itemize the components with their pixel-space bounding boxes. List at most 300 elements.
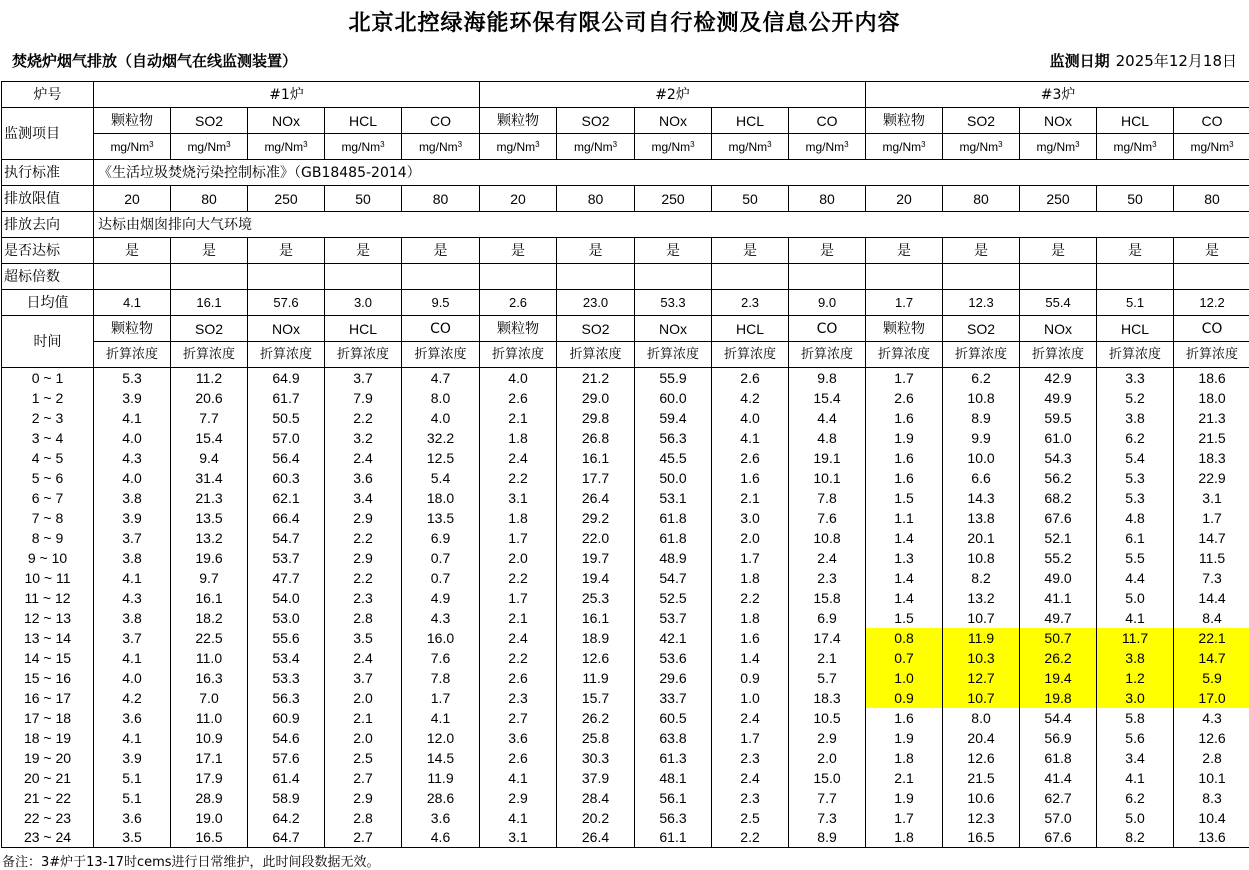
compliant-value: 是: [248, 238, 325, 264]
hour-value: 5.4: [402, 468, 480, 488]
hour-value: 10.1: [1174, 768, 1249, 788]
hour-value: 16.5: [943, 828, 1020, 848]
hour-value: 4.1: [1097, 608, 1174, 628]
hour-value: 10.8: [943, 548, 1020, 568]
pollutant-header: CO: [789, 108, 866, 134]
table-row: [2, 528, 1249, 548]
table-row: [2, 488, 1249, 508]
hour-value: 3.6: [480, 728, 557, 748]
hour-range: 19 ~ 20: [2, 748, 94, 768]
hour-value: 20.2: [557, 808, 635, 828]
hour-value: 1.7: [866, 808, 943, 828]
hour-value: 4.1: [712, 428, 789, 448]
hour-value: 18.0: [1174, 388, 1249, 408]
converted-label: 折算浓度: [866, 342, 943, 368]
hour-value: 48.1: [635, 768, 712, 788]
exceed-row: [2, 264, 1249, 290]
hour-value: 14.4: [1174, 588, 1249, 608]
hour-value: 3.0: [1097, 688, 1174, 708]
hour-range: 10 ~ 11: [2, 568, 94, 588]
hour-value: 47.7: [248, 568, 325, 588]
hour-value: 14.7: [1174, 648, 1249, 668]
hour-value: 11.0: [171, 708, 248, 728]
table-row: [2, 708, 1249, 728]
hour-value: 11.9: [557, 668, 635, 688]
hour-value: 53.7: [248, 548, 325, 568]
pollutant-header: CO: [1174, 316, 1249, 342]
pollutant-header: HCL: [1097, 316, 1174, 342]
hour-value: 3.8: [94, 548, 171, 568]
hour-value: 7.7: [171, 408, 248, 428]
hour-value: 48.9: [635, 548, 712, 568]
hour-value: 2.1: [480, 408, 557, 428]
hour-value: 2.1: [325, 708, 402, 728]
converted-label: 折算浓度: [635, 342, 712, 368]
hour-value: 49.0: [1020, 568, 1097, 588]
unit-cell: [1097, 134, 1174, 160]
hour-value: 1.6: [866, 708, 943, 728]
unit-cell: [248, 134, 325, 160]
daily-value: 1.7: [866, 290, 943, 316]
hour-value: 61.1: [635, 828, 712, 848]
table-row: [2, 808, 1249, 828]
pollutant-header: 颗粒物: [480, 316, 557, 342]
hour-value: 10.8: [943, 388, 1020, 408]
hour-value: 16.1: [171, 588, 248, 608]
time-header-row: [2, 316, 1249, 342]
hour-range: 12 ~ 13: [2, 608, 94, 628]
unit-text: mg/Nm: [651, 139, 691, 154]
hour-value: 45.5: [635, 448, 712, 468]
unit-superscript: 3: [767, 139, 772, 149]
hour-value: 18.6: [1174, 368, 1249, 388]
hour-value: 5.3: [1097, 488, 1174, 508]
hour-value: 13.5: [171, 508, 248, 528]
unit-superscript: 3: [690, 139, 695, 149]
hour-value: 1.7: [402, 688, 480, 708]
limit-value: 50: [712, 186, 789, 212]
hour-value: 4.1: [94, 568, 171, 588]
hour-value: 13.2: [171, 528, 248, 548]
daily-value: 3.0: [325, 290, 402, 316]
hour-value: 61.7: [248, 388, 325, 408]
hour-value: 3.7: [325, 368, 402, 388]
hour-value: 0.8: [866, 628, 943, 648]
destination-text: 达标由烟囱排向大气环境: [94, 212, 1249, 238]
hour-range: 21 ~ 22: [2, 788, 94, 808]
unit-superscript: 3: [1152, 139, 1157, 149]
daily-label: 日均值: [2, 290, 94, 316]
hour-value: 1.8: [712, 568, 789, 588]
limit-value: 20: [480, 186, 557, 212]
hour-value: 2.2: [325, 568, 402, 588]
hour-value: 1.4: [866, 568, 943, 588]
hour-value: 6.2: [1097, 788, 1174, 808]
pollutant-header: SO2: [943, 316, 1020, 342]
hour-value: 18.0: [402, 488, 480, 508]
hour-value: 32.2: [402, 428, 480, 448]
hour-value: 54.4: [1020, 708, 1097, 728]
pollutant-header: HCL: [712, 108, 789, 134]
hour-value: 56.3: [635, 428, 712, 448]
hour-value: 28.6: [402, 788, 480, 808]
hour-value: 2.2: [480, 468, 557, 488]
hour-value: 3.4: [325, 488, 402, 508]
hour-value: 13.8: [943, 508, 1020, 528]
hour-value: 2.0: [325, 688, 402, 708]
table-row: [2, 648, 1249, 668]
hour-value: 19.0: [171, 808, 248, 828]
limit-value: 250: [635, 186, 712, 212]
hour-value: 5.2: [1097, 388, 1174, 408]
unit-text: mg/Nm: [1113, 139, 1153, 154]
daily-value: 2.3: [712, 290, 789, 316]
hour-value: 50.0: [635, 468, 712, 488]
pollutant-header: NOx: [1020, 316, 1097, 342]
hour-value: 1.8: [480, 508, 557, 528]
hour-value: 3.1: [480, 488, 557, 508]
hour-value: 19.7: [557, 548, 635, 568]
hour-value: 10.4: [1174, 808, 1249, 828]
date-value: 2025年12月18日: [1115, 52, 1237, 70]
hour-value: 22.0: [557, 528, 635, 548]
hour-value: 8.9: [789, 828, 866, 848]
compliant-value: 是: [1174, 238, 1249, 264]
hour-value: 12.7: [943, 668, 1020, 688]
hour-value: 6.6: [943, 468, 1020, 488]
hour-value: 19.6: [171, 548, 248, 568]
hour-value: 60.3: [248, 468, 325, 488]
hour-value: 1.6: [712, 468, 789, 488]
hour-value: 29.8: [557, 408, 635, 428]
hour-value: 61.8: [635, 508, 712, 528]
furnace-header: #2炉: [480, 82, 866, 108]
converted-label: 折算浓度: [1097, 342, 1174, 368]
hour-value: 7.8: [402, 668, 480, 688]
hour-value: 2.9: [325, 548, 402, 568]
hour-value: 61.3: [635, 748, 712, 768]
hour-value: 20.4: [943, 728, 1020, 748]
hour-value: 62.1: [248, 488, 325, 508]
pollutant-header: NOx: [248, 108, 325, 134]
converted-label: 折算浓度: [325, 342, 402, 368]
unit-text: mg/Nm: [882, 139, 922, 154]
furnace-row: [2, 82, 1249, 108]
hour-value: 10.1: [789, 468, 866, 488]
unit-cell: [866, 134, 943, 160]
hour-value: 60.9: [248, 708, 325, 728]
limit-value: 80: [789, 186, 866, 212]
exceed-value: [1097, 264, 1174, 290]
hour-value: 55.9: [635, 368, 712, 388]
hour-value: 16.0: [402, 628, 480, 648]
exceed-value: [866, 264, 943, 290]
hour-value: 41.1: [1020, 588, 1097, 608]
exceed-value: [789, 264, 866, 290]
hour-value: 8.0: [943, 708, 1020, 728]
hour-value: 1.3: [866, 548, 943, 568]
hour-value: 7.8: [789, 488, 866, 508]
daily-value: 57.6: [248, 290, 325, 316]
converted-label: 折算浓度: [1020, 342, 1097, 368]
hour-value: 1.8: [480, 428, 557, 448]
pollutant-row: [2, 108, 1249, 134]
hour-value: 1.7: [712, 548, 789, 568]
hour-value: 57.0: [248, 428, 325, 448]
hour-value: 1.7: [866, 368, 943, 388]
hour-value: 12.6: [1174, 728, 1249, 748]
hour-value: 56.1: [635, 788, 712, 808]
hour-value: 3.9: [94, 508, 171, 528]
unit-superscript: 3: [149, 139, 154, 149]
hour-value: 56.3: [248, 688, 325, 708]
hour-value: 1.7: [480, 528, 557, 548]
hour-value: 4.0: [402, 408, 480, 428]
unit-superscript: 3: [1229, 139, 1234, 149]
hour-value: 15.0: [789, 768, 866, 788]
unit-cell: [325, 134, 402, 160]
hour-value: 2.9: [325, 788, 402, 808]
hour-value: 3.9: [94, 388, 171, 408]
hour-value: 19.8: [1020, 688, 1097, 708]
hour-value: 2.3: [480, 688, 557, 708]
hour-value: 3.1: [1174, 488, 1249, 508]
standard-row: [2, 160, 1249, 186]
hour-value: 2.4: [325, 448, 402, 468]
hour-value: 1.0: [866, 668, 943, 688]
hour-value: 5.3: [94, 368, 171, 388]
hour-value: 26.2: [1020, 648, 1097, 668]
hour-value: 7.9: [325, 388, 402, 408]
hour-value: 62.7: [1020, 788, 1097, 808]
daily-value: 9.0: [789, 290, 866, 316]
hour-range: 11 ~ 12: [2, 588, 94, 608]
table-row: [2, 508, 1249, 528]
unit-superscript: 3: [921, 139, 926, 149]
unit-text: mg/Nm: [110, 139, 150, 154]
hour-value: 53.7: [635, 608, 712, 628]
hour-value: 9.7: [171, 568, 248, 588]
exceed-label: 超标倍数: [2, 264, 94, 290]
hour-value: 1.0: [712, 688, 789, 708]
hour-value: 10.7: [943, 608, 1020, 628]
hour-value: 50.5: [248, 408, 325, 428]
hour-value: 22.9: [1174, 468, 1249, 488]
hour-value: 4.0: [480, 368, 557, 388]
table-row: [2, 368, 1249, 388]
hour-value: 4.0: [94, 668, 171, 688]
limit-value: 80: [557, 186, 635, 212]
hour-value: 2.3: [712, 748, 789, 768]
hour-value: 10.6: [943, 788, 1020, 808]
hour-value: 3.5: [325, 628, 402, 648]
standard-label: 执行标准: [2, 160, 94, 186]
hour-range: 7 ~ 8: [2, 508, 94, 528]
hour-value: 2.6: [712, 448, 789, 468]
hour-value: 8.3: [1174, 788, 1249, 808]
hour-value: 1.6: [866, 408, 943, 428]
hour-value: 37.9: [557, 768, 635, 788]
hour-value: 53.1: [635, 488, 712, 508]
hour-range: 5 ~ 6: [2, 468, 94, 488]
hour-value: 2.0: [712, 528, 789, 548]
hour-value: 4.9: [402, 588, 480, 608]
compliant-value: 是: [171, 238, 248, 264]
daily-value: 16.1: [171, 290, 248, 316]
unit-superscript: 3: [1075, 139, 1080, 149]
hour-value: 4.3: [402, 608, 480, 628]
hour-value: 16.1: [557, 448, 635, 468]
daily-value: 4.1: [94, 290, 171, 316]
pollutant-header: CO: [402, 108, 480, 134]
hour-value: 8.9: [943, 408, 1020, 428]
unit-cell: [635, 134, 712, 160]
hour-value: 3.6: [94, 808, 171, 828]
hour-value: 1.6: [866, 448, 943, 468]
hour-value: 3.4: [1097, 748, 1174, 768]
exceed-value: [171, 264, 248, 290]
hour-value: 18.3: [1174, 448, 1249, 468]
compliant-label: 是否达标: [2, 238, 94, 264]
hour-value: 18.2: [171, 608, 248, 628]
compliant-value: 是: [635, 238, 712, 264]
table-row: [2, 668, 1249, 688]
table-row: [2, 728, 1249, 748]
hour-value: 2.2: [712, 828, 789, 848]
hour-value: 61.8: [1020, 748, 1097, 768]
hour-value: 14.7: [1174, 528, 1249, 548]
unit-text: mg/Nm: [1190, 139, 1230, 154]
hour-value: 57.0: [1020, 808, 1097, 828]
daily-row: [2, 290, 1249, 316]
hour-value: 2.4: [480, 628, 557, 648]
hour-value: 2.4: [480, 448, 557, 468]
hour-value: 2.9: [789, 728, 866, 748]
table-row: [2, 568, 1249, 588]
hour-range: 8 ~ 9: [2, 528, 94, 548]
hour-value: 21.3: [171, 488, 248, 508]
hour-value: 22.1: [1174, 628, 1249, 648]
hour-value: 22.5: [171, 628, 248, 648]
hour-value: 2.6: [480, 668, 557, 688]
furnace-header: #3炉: [866, 82, 1249, 108]
hour-value: 17.4: [789, 628, 866, 648]
unit-cell: [789, 134, 866, 160]
hour-value: 10.9: [171, 728, 248, 748]
hour-value: 2.7: [325, 768, 402, 788]
hour-value: 18.3: [789, 688, 866, 708]
compliant-value: 是: [1020, 238, 1097, 264]
hour-range: 22 ~ 23: [2, 808, 94, 828]
hour-value: 2.3: [325, 588, 402, 608]
hour-value: 1.9: [866, 788, 943, 808]
converted-label: 折算浓度: [943, 342, 1020, 368]
converted-label: 折算浓度: [171, 342, 248, 368]
hour-value: 26.4: [557, 488, 635, 508]
hour-range: 2 ~ 3: [2, 408, 94, 428]
hour-value: 7.6: [402, 648, 480, 668]
hour-value: 13.2: [943, 588, 1020, 608]
unit-superscript: 3: [998, 139, 1003, 149]
hour-value: 53.6: [635, 648, 712, 668]
pollutant-header: HCL: [712, 316, 789, 342]
limit-value: 20: [94, 186, 171, 212]
hour-value: 4.1: [94, 648, 171, 668]
hour-range: 16 ~ 17: [2, 688, 94, 708]
unit-cell: [402, 134, 480, 160]
table-row: [2, 688, 1249, 708]
exceed-value: [712, 264, 789, 290]
hour-value: 5.6: [1097, 728, 1174, 748]
hour-value: 25.3: [557, 588, 635, 608]
hour-value: 42.9: [1020, 368, 1097, 388]
table-row: [2, 588, 1249, 608]
hour-value: 2.8: [1174, 748, 1249, 768]
hour-value: 4.7: [402, 368, 480, 388]
hour-value: 2.6: [866, 388, 943, 408]
compliant-value: 是: [557, 238, 635, 264]
compliant-value: 是: [94, 238, 171, 264]
exceed-value: [635, 264, 712, 290]
hour-value: 3.8: [94, 608, 171, 628]
hour-value: 3.9: [94, 748, 171, 768]
hour-value: 2.6: [480, 748, 557, 768]
unit-superscript: 3: [303, 139, 308, 149]
hour-value: 0.7: [402, 548, 480, 568]
converted-label: 折算浓度: [94, 342, 171, 368]
hour-value: 67.6: [1020, 508, 1097, 528]
standard-text: 《生活垃圾焚烧污染控制标准》（GB18485-2014）: [94, 160, 1249, 186]
hour-value: 53.3: [248, 668, 325, 688]
hour-value: 31.4: [171, 468, 248, 488]
pollutant-header: NOx: [1020, 108, 1097, 134]
hour-value: 64.2: [248, 808, 325, 828]
hour-value: 3.7: [94, 528, 171, 548]
hour-value: 33.7: [635, 688, 712, 708]
daily-value: 53.3: [635, 290, 712, 316]
unit-superscript: 3: [380, 139, 385, 149]
hour-value: 21.3: [1174, 408, 1249, 428]
hour-value: 15.4: [171, 428, 248, 448]
pollutant-header: HCL: [1097, 108, 1174, 134]
hour-value: 6.2: [1097, 428, 1174, 448]
hour-value: 5.1: [94, 768, 171, 788]
converted-label: 折算浓度: [402, 342, 480, 368]
hour-value: 12.5: [402, 448, 480, 468]
furnace-label: 炉号: [2, 82, 94, 108]
table-row: [2, 388, 1249, 408]
hour-value: 58.9: [248, 788, 325, 808]
hour-value: 2.2: [480, 648, 557, 668]
exceed-value: [943, 264, 1020, 290]
unit-text: mg/Nm: [959, 139, 999, 154]
hour-value: 61.4: [248, 768, 325, 788]
unit-cell: [557, 134, 635, 160]
pollutant-header: 颗粒物: [94, 108, 171, 134]
converted-label: 折算浓度: [1174, 342, 1249, 368]
hour-value: 29.0: [557, 388, 635, 408]
hour-value: 2.0: [789, 748, 866, 768]
hour-value: 61.0: [1020, 428, 1097, 448]
hour-value: 42.1: [635, 628, 712, 648]
converted-label: 折算浓度: [789, 342, 866, 368]
hour-range: 20 ~ 21: [2, 768, 94, 788]
pollutant-header: CO: [789, 316, 866, 342]
hour-value: 12.3: [943, 808, 1020, 828]
hour-range: 17 ~ 18: [2, 708, 94, 728]
hour-value: 5.5: [1097, 548, 1174, 568]
pollutant-header: 颗粒物: [866, 316, 943, 342]
